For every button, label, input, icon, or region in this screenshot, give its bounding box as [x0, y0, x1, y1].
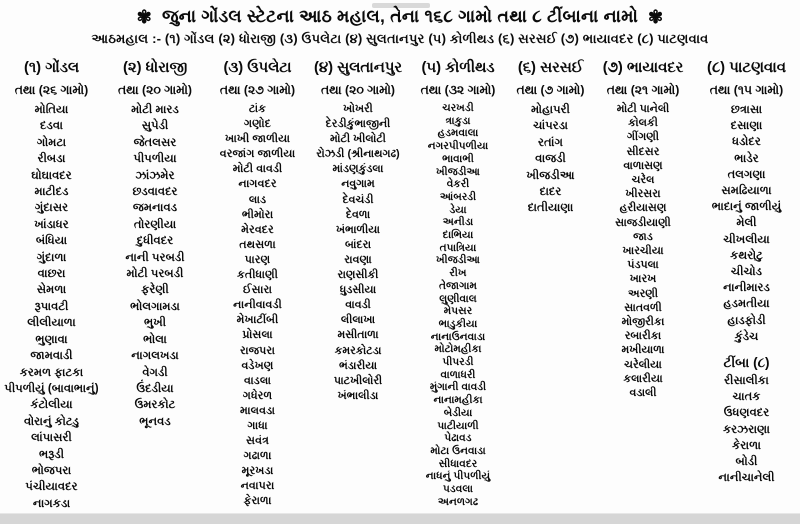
- village-name: ગોમટા: [36, 135, 67, 149]
- village-name: મોટી પાનેલી: [616, 103, 670, 115]
- column-bhayavadar: [593, 55, 693, 512]
- village-name: ભૂનવડ: [139, 414, 171, 428]
- village-name: પેઢાવડ: [444, 432, 472, 445]
- column-header: (૬) સરસઈ: [517, 59, 584, 76]
- village-name: વોરાનું કોટડુ: [23, 414, 79, 428]
- village-name: પંડપલા: [627, 259, 659, 272]
- village-name: દુધીવદર: [136, 234, 174, 248]
- column-subheader: તથા (૩૨ ગામો): [420, 83, 496, 97]
- column-header: (૩) ઉપલેટા: [223, 59, 292, 76]
- page-title: જુના ગોંડલ સ્ટેટના આઠ મહાલ, તેના ૧૬૮ ગામો તથા ૮ ટીંબાના નામો: [161, 6, 639, 26]
- village-name: મોજીરીકા: [621, 316, 665, 329]
- village-name: બોડી: [735, 455, 758, 469]
- village-name: સાજડીયાણી: [615, 216, 671, 229]
- village-name: મોટોમહીકા: [434, 343, 482, 356]
- village-name: નાધનું પીપળીયું: [425, 470, 491, 483]
- village-name: બેડીયા: [443, 406, 473, 419]
- village-name: માલવડા: [240, 404, 275, 417]
- village-name: ભાદાનું જાળીયું: [711, 200, 782, 214]
- village-list: [508, 101, 593, 217]
- village-name: રાણસીકી: [337, 269, 379, 282]
- village-name: રીસાલીકા: [724, 374, 769, 388]
- village-name: કમરકોટડા: [334, 344, 382, 357]
- village-name: લીલીયાળા: [27, 316, 76, 330]
- village-name: તપાત્રિયા: [439, 241, 477, 254]
- village-name: ખાખી જાળીયા: [224, 133, 291, 146]
- village-name: નવુગામ: [341, 178, 375, 191]
- village-list: [308, 101, 408, 404]
- village-name: દસાણા: [730, 119, 763, 133]
- village-name: ખીજડીઆ: [435, 165, 481, 178]
- village-name: સાતવળી: [624, 301, 662, 314]
- column-sultanpur: [308, 55, 408, 512]
- column-subheader: તથા (૨૬ ગામો): [14, 83, 89, 97]
- village-name: ટાંક: [248, 103, 267, 115]
- village-name: પાટખીલોરી: [333, 374, 383, 387]
- village-name: મેપસર: [443, 305, 473, 318]
- village-name: નગરપીપળીયા: [427, 140, 489, 153]
- village-name: વાળાસણ: [623, 159, 663, 172]
- village-name: ઝાંઝમેર: [135, 168, 175, 182]
- village-name: સુપેડી: [141, 119, 169, 133]
- village-name: કુંડેચ: [734, 329, 759, 343]
- village-name: બાંદરા: [344, 238, 372, 251]
- village-name: લાડ: [248, 193, 267, 206]
- timba-section-header: ટીંબા (૮): [723, 355, 770, 371]
- village-name: ખીજડીઆ: [435, 254, 481, 267]
- village-name: ગઢાળા: [243, 450, 272, 463]
- village-name: નાનીમારડ: [723, 281, 770, 295]
- village-name: વડેખણ: [241, 359, 274, 372]
- village-list: [593, 101, 693, 400]
- village-name: જાડ: [633, 230, 653, 243]
- page-title-row: [0, 6, 800, 27]
- mahal-columns: [0, 55, 800, 512]
- village-name: વાજડી: [535, 152, 566, 166]
- village-name: ડેયા: [449, 203, 467, 216]
- village-name: હડમવાલા: [437, 127, 479, 140]
- village-name: સીધાવદર: [438, 457, 478, 470]
- village-name: હાડફોડી: [727, 313, 766, 327]
- column-sarsai: [508, 55, 593, 512]
- village-name: કલારીયા: [623, 372, 663, 385]
- village-name: વરજાંગ જાળીયા: [219, 148, 296, 161]
- village-name: ચરેલીયા: [624, 358, 662, 371]
- village-name: કંટોલીયા: [30, 398, 73, 412]
- column-header: (૧) ગોંડલ: [23, 59, 80, 76]
- village-name: ભુખી: [143, 316, 167, 330]
- village-list: [693, 101, 800, 345]
- flower-icon: ✾: [648, 6, 664, 27]
- bottom-scan-strip: [0, 513, 800, 524]
- village-list: [0, 101, 103, 512]
- village-name: છડવાવદર: [132, 185, 178, 199]
- village-name: મખીયાળા: [621, 344, 665, 357]
- column-header: (૮) પાટણવાવ: [707, 59, 786, 76]
- village-name: ખંભાલીડા: [337, 389, 379, 402]
- village-name: ભોલગામડા: [130, 299, 180, 313]
- column-subheader: તથા (૨૦ ગામો): [118, 83, 192, 97]
- village-name: નાનીવાવડી: [233, 299, 282, 312]
- village-name: દેવચંડી: [342, 193, 374, 206]
- village-name: દાભિયા: [442, 229, 474, 242]
- village-name: ધડોદર: [732, 135, 761, 149]
- village-name: લીલાખા: [340, 314, 376, 327]
- village-name: બંધિયા: [35, 234, 68, 248]
- village-name: નાનાઉનવાડા: [430, 330, 486, 343]
- village-name: મેરવદર: [241, 223, 274, 236]
- village-name: દાદર: [539, 185, 562, 199]
- village-name: સવંત્ર: [246, 435, 269, 448]
- column-header: (૨) ધોરાજી: [122, 59, 188, 76]
- timba-list: [693, 372, 800, 486]
- village-name: ઉધણવદર: [723, 406, 770, 420]
- village-name: વેકરી: [446, 178, 470, 191]
- column-header: (૭) ભાયાવદર: [602, 59, 684, 76]
- column-subheader: તથા (૨૦ ગામો): [321, 83, 395, 97]
- column-subheader: તથા (૨૭ ગામો): [219, 83, 296, 97]
- village-name: લાંપાસરી: [31, 431, 72, 445]
- village-name: ખીરસરા: [625, 188, 661, 201]
- village-name: ભીમોરા: [241, 208, 274, 221]
- column-patanvav: [693, 55, 800, 512]
- village-name: નાનીચાનેલી: [718, 471, 775, 485]
- village-name: કોલકી: [628, 117, 658, 130]
- village-name: ઈસારા: [243, 284, 272, 297]
- column-subheader: તથા (૭ ગામો): [516, 83, 585, 97]
- village-name: ભુણાવા: [35, 332, 68, 346]
- village-name: મોહાપરી: [530, 103, 570, 116]
- village-name: પીપળીયું (બાવાભાનું): [4, 381, 99, 395]
- village-name: ગુંદાળા: [36, 250, 67, 264]
- village-name: દડવા: [40, 119, 63, 133]
- village-name: જમનાવડ: [132, 201, 178, 215]
- village-list: [103, 101, 207, 430]
- village-name: વેગડી: [142, 365, 168, 379]
- village-name: રતાંગ: [538, 135, 563, 149]
- village-name: નાગવદર: [238, 178, 277, 191]
- village-name: વાવડી: [345, 299, 371, 312]
- village-name: મૂરખડા: [241, 465, 274, 478]
- village-name: નાગલખડા: [131, 349, 179, 363]
- village-name: રબારીકા: [624, 330, 662, 343]
- village-name: તેજાગામ: [439, 279, 477, 292]
- village-name: રીબડા: [37, 152, 66, 166]
- village-name: મસીતાળા: [337, 329, 379, 342]
- village-name: મોતિયા: [34, 103, 69, 116]
- village-name: ભરૂડી: [38, 447, 65, 461]
- village-name: પીપળીયા: [133, 152, 177, 166]
- village-name: ખોખરી: [343, 103, 373, 115]
- village-list: [207, 101, 308, 510]
- village-name: રાજપરા: [240, 344, 275, 357]
- village-name: માટીદડ: [34, 185, 69, 199]
- village-name: ઉમરકોટ: [134, 398, 176, 412]
- village-name: પ્રોસલા: [242, 329, 273, 342]
- village-name: ત્રાકુડા: [445, 114, 471, 127]
- mahal-index-line: આઠમહાલ :- (૧) ગોંડલ (૨) ધોરાજી (૩) ઉપલેટા (૪) સુલતાનપુર (૫) કોળીથડ (૬) સરસઈ (૭) ભાયાવદર (૮) પાટણવાવ: [91, 31, 709, 46]
- village-name: ભાડેર: [734, 151, 759, 165]
- village-name: ગાધા: [247, 419, 268, 432]
- village-name: ચાતક: [732, 390, 761, 404]
- village-name: કતીધાણી: [237, 269, 278, 282]
- village-name: દેવળા: [345, 208, 371, 221]
- village-name: અનળગઢ: [437, 495, 479, 508]
- village-name: ખંભાળીયા: [336, 223, 380, 236]
- village-name: રીખ: [449, 267, 467, 280]
- village-name: ભંડારીયા: [338, 359, 378, 372]
- village-name: ખીજડીઆ: [526, 168, 575, 182]
- village-name: ગધેરળ: [242, 389, 273, 402]
- village-name: મુંગાની વાવડી: [429, 381, 487, 394]
- village-name: છત્રાસા: [730, 103, 763, 116]
- village-name: નવાપરા: [240, 480, 275, 493]
- village-name: સીદસર: [626, 145, 660, 158]
- village-name: દાતીયાણા: [527, 201, 574, 215]
- village-list: [408, 101, 508, 509]
- village-name: કરઝરાણા: [722, 422, 771, 436]
- village-name: પીપરડી: [442, 356, 474, 369]
- village-name: ઉંદડીયા: [136, 381, 174, 395]
- village-name: ભાવાભી: [442, 152, 474, 165]
- village-name: રૂપાવટી: [34, 299, 69, 313]
- village-name: ગુંદાસર: [34, 201, 69, 215]
- village-name: માંડણકુંડલા: [332, 163, 384, 176]
- village-name: ચરખડી: [442, 102, 474, 114]
- village-name: જામવાડી: [30, 349, 73, 363]
- village-name: ચાંપરડા: [533, 119, 568, 133]
- village-name: અનીડા: [442, 216, 474, 229]
- village-name: કેરાળા: [732, 438, 761, 452]
- column-header: (૪) સુલતાનપુર: [313, 59, 403, 76]
- village-name: પારણ: [244, 253, 271, 266]
- village-name: ખારચીયા: [622, 245, 664, 258]
- village-name: ખારખ: [629, 273, 657, 286]
- village-name: કરમળ ફાટકા: [19, 365, 84, 379]
- village-name: સેમળા: [36, 283, 67, 297]
- village-name: ધુડસીયા: [339, 284, 377, 297]
- village-name: ભોજપરા: [31, 463, 72, 477]
- village-name: નાનામહીકા: [433, 394, 483, 407]
- village-name: ભોલા: [143, 332, 167, 346]
- village-name: મેખાટીંબી: [236, 314, 279, 327]
- village-name: મોટી વાવડી: [232, 163, 283, 176]
- village-name: જેતલસર: [133, 135, 177, 149]
- column-subheader: તથા (૧૫ ગામો): [709, 83, 784, 97]
- village-name: વાડલા: [243, 374, 272, 387]
- village-name: ખાંડાધર: [34, 217, 69, 231]
- village-name: ફરેણી: [141, 283, 169, 297]
- village-name: અરણી: [627, 287, 659, 300]
- column-subheader: તથા (૨૧ ગામો): [606, 83, 680, 97]
- village-name: ગીંગણી: [627, 131, 659, 144]
- village-name: ચરેલ: [631, 174, 655, 187]
- village-name: મોટી પરબડી: [126, 267, 184, 281]
- column-upleta: [207, 55, 308, 512]
- village-name: લુણીવાલ: [439, 292, 477, 305]
- village-name: હરીયાસણ: [619, 202, 667, 215]
- village-name: હડમતીયા: [723, 297, 770, 311]
- village-name: વાછરા: [37, 267, 66, 281]
- village-name: મોટા ઉનવાડા: [430, 444, 486, 457]
- village-name: વડાલી: [629, 387, 657, 400]
- village-name: નાની પરબડી: [125, 250, 185, 264]
- village-name: નાગકડા: [32, 496, 71, 510]
- village-name: મેલી: [736, 216, 757, 230]
- village-name: પાટીયાળી: [437, 419, 479, 432]
- village-name: દેરડીકુંભાજીની: [325, 118, 391, 131]
- column-header: (૫) કોળીથડ: [421, 59, 495, 76]
- village-name: વાળાધરી: [440, 368, 476, 381]
- village-name: ચીખલીયા: [723, 232, 770, 246]
- village-name: ફેરાળા: [243, 495, 272, 508]
- village-name: કથરોટુ: [730, 248, 763, 262]
- village-name: ઘોઘાવદર: [31, 168, 72, 182]
- column-kolithad: [408, 55, 508, 512]
- village-name: મોટી મારડ: [131, 103, 179, 116]
- village-name: તલગણા: [727, 167, 766, 181]
- village-name: મોટી ખીલોટી: [330, 133, 386, 146]
- village-name: ભાડુકીયા: [438, 317, 478, 330]
- village-name: ગણોદ: [244, 118, 271, 131]
- village-name: પંચીયાવદર: [25, 480, 78, 494]
- flower-icon: ✾: [136, 6, 152, 27]
- village-name: તોરણીયા: [133, 217, 177, 231]
- village-name: સમઢિયાળા: [721, 184, 772, 198]
- village-name: પડવલા: [443, 483, 473, 496]
- village-name: રોઝડી (શ્રીનાથગઢ): [316, 148, 400, 161]
- village-name: આંબરડી: [439, 190, 477, 203]
- village-name: રાવણા: [344, 253, 372, 266]
- column-gondal: [0, 55, 103, 512]
- village-name: તથસળા: [239, 238, 276, 251]
- column-dhoraji: [103, 55, 207, 512]
- village-name: ચીચોડ: [730, 265, 763, 279]
